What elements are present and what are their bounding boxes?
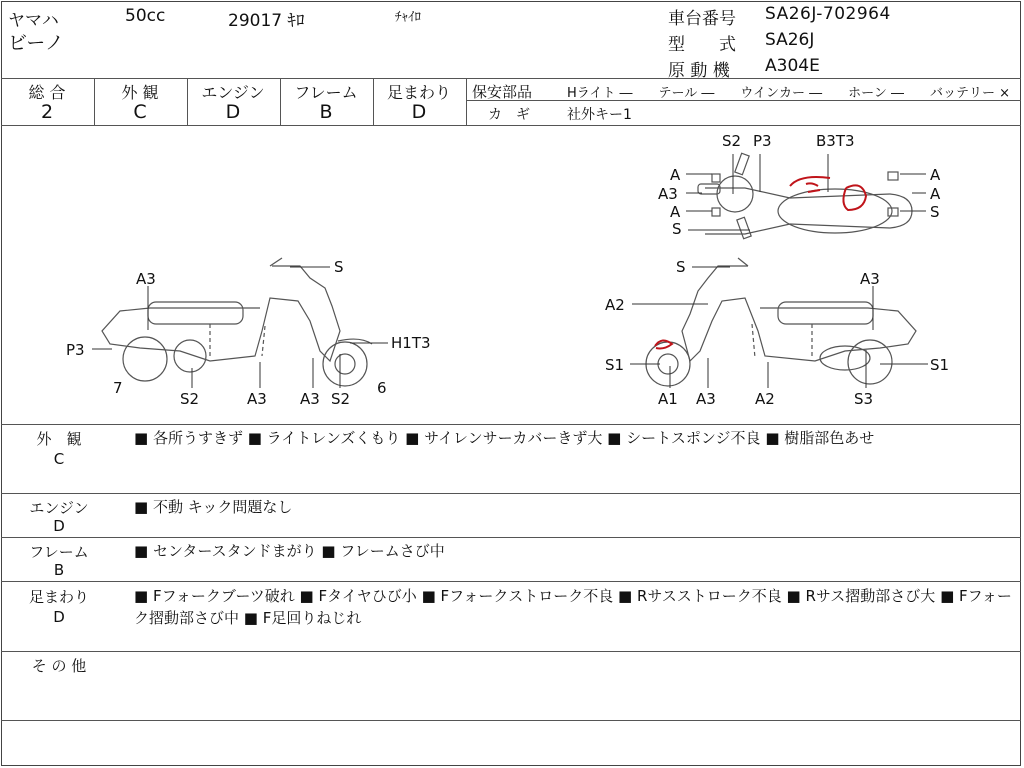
part-code-label: S2 [331, 390, 351, 408]
section-label: そ の 他 [31, 657, 87, 675]
safety-label: 保安部品 [472, 83, 533, 101]
grade-total-label: 総 合 [28, 83, 66, 102]
part-code-label: S1 [605, 356, 625, 374]
part-code-label: A3 [300, 390, 320, 408]
part-code-label: S [334, 258, 344, 276]
frame-no-value: SA26J-702964 [765, 4, 891, 24]
part-code-label: S [930, 203, 940, 221]
grade-exterior-label: 外 観 [121, 83, 159, 102]
part-code-label: S3 [854, 390, 874, 408]
part-code-label: A [670, 166, 681, 184]
section-grade: D [53, 517, 65, 535]
part-code-label: A [930, 166, 941, 184]
part-code-label: 7 [113, 379, 123, 397]
part-code-label: S [672, 220, 682, 238]
type-label: 型 式 [668, 35, 736, 55]
section-text: ■ 不動 キック問題なし [134, 498, 293, 516]
section-grade: D [53, 608, 65, 626]
part-code-label: P3 [753, 132, 772, 150]
diagram-labels [66, 132, 949, 408]
part-code-label: 6 [377, 379, 387, 397]
part-code-label: A3 [136, 270, 156, 288]
part-code-label: S [676, 258, 686, 276]
section-grade: B [53, 561, 65, 579]
part-code-label: P3 [66, 341, 85, 359]
divider [1, 78, 1021, 79]
grade-frame-value: B [319, 101, 333, 123]
divider [466, 78, 467, 125]
grade-frame-label: フレーム [294, 83, 358, 102]
section-text: ■ センタースタンドまがり ■ フレームさび中 [134, 542, 445, 560]
part-code-label: S2 [180, 390, 200, 408]
divider [1, 651, 1021, 652]
grade-suspension-label: 足まわり [386, 83, 451, 102]
part-code-label: H1T3 [391, 334, 431, 352]
section-text: ■ 各所うすきず ■ ライトレンズくもり ■ サイレンサーカバーきず大 ■ シートスポンジ不良 ■ 樹脂部色あせ [134, 429, 875, 447]
part-code-label: A3 [860, 270, 880, 288]
section-grade: C [53, 450, 65, 468]
divider [1, 720, 1021, 721]
part-code-label: A1 [658, 390, 678, 408]
part-code-label: A3 [696, 390, 716, 408]
section-label: 足まわり [28, 588, 89, 606]
engine-value: A304E [765, 56, 820, 76]
engine-label: 原 動 機 [668, 61, 730, 81]
displacement: 50cc [125, 6, 166, 26]
part-code-label: B3T3 [816, 132, 855, 150]
scooter-diagram [0, 126, 1022, 424]
divider [1, 537, 1021, 538]
part-code-label: A [670, 203, 681, 221]
maker: ヤマハ [8, 11, 59, 31]
key-value: 社外キー1 [567, 107, 632, 123]
part-code-label: A [930, 185, 941, 203]
grade-exterior-value: C [133, 101, 147, 123]
grade-suspension-value: D [411, 101, 427, 123]
grade-total-value: 2 [40, 101, 54, 123]
divider [1, 493, 1021, 494]
part-code-label: A2 [755, 390, 775, 408]
mileage: 29017 ｷﾛ [228, 11, 305, 31]
divider [1, 424, 1021, 425]
handwritten-marks [655, 177, 866, 349]
frame-no-label: 車台番号 [668, 9, 736, 29]
grade-engine-value: D [225, 101, 241, 123]
top-view-scooter [698, 153, 912, 239]
part-code-label: A3 [247, 390, 267, 408]
part-code-label: S1 [930, 356, 950, 374]
model-name: ビーノ [8, 32, 64, 54]
section-label: エンジン [29, 499, 89, 517]
key-label: カ ギ [488, 107, 530, 123]
safety-items: Hライト ― テール ― ウインカー ― ホーン ― バッテリー × [567, 86, 1011, 101]
section-text: ■ Fフォークブーツ破れ ■ Fタイヤひび小 ■ Fフォークストローク不良 ■ Rサスストローク不良 ■ Rサス摺動部さび大 ■ Fフォーク摺動部さび中 ■ F足回りねじれ [134, 587, 1012, 627]
type-value: SA26J [765, 30, 815, 50]
section-label: 外 観 [36, 430, 82, 448]
section-label: フレーム [29, 543, 89, 561]
part-code-label: A2 [605, 296, 625, 314]
part-code-label: S2 [722, 132, 742, 150]
header-note: ﾁｬｲﾛ [395, 10, 421, 25]
divider [1, 581, 1021, 582]
part-code-label: A3 [658, 185, 678, 203]
grade-engine-label: エンジン [201, 83, 265, 102]
